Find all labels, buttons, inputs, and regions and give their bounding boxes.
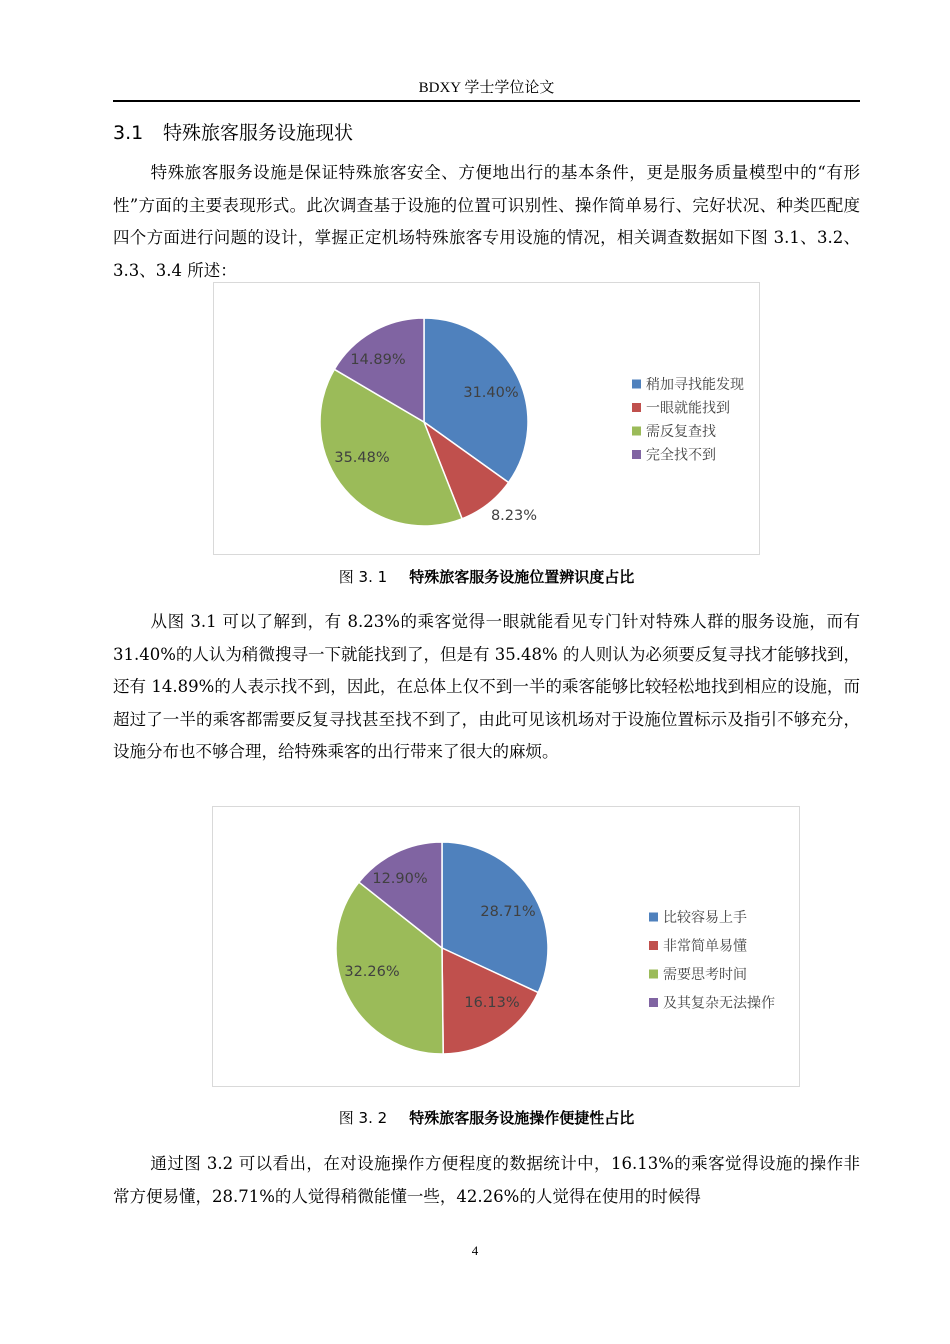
slice-data-label: 32.26% (344, 964, 400, 980)
section-number: 3.1 (113, 122, 144, 144)
legend-label: 一眼就能找到 (646, 400, 730, 417)
slice-data-label: 35.48% (334, 450, 390, 466)
legend-label: 需要思考时间 (663, 967, 747, 983)
figure-1-caption (113, 566, 860, 587)
legend-label: 非常简单易懂 (663, 938, 747, 955)
legend-swatch (632, 427, 641, 436)
legend-swatch (632, 380, 641, 389)
chart-figure-2 (212, 806, 800, 1087)
pie-chart-2 (213, 807, 799, 1086)
figure-2-title: 特殊旅客服务设施操作便捷性占比 (409, 1109, 635, 1127)
figure-2-number: 图 3. 2 (338, 1109, 388, 1127)
legend-swatch (649, 941, 658, 950)
legend-swatch (632, 450, 641, 459)
paragraph-2-text: 从图 3.1 可以了解到，有 8.23%的乘客觉得一眼就能看见专门针对特殊人群的服务设施，而有 31.40%的人认为稍微搜寻一下就能找到了，但是有 35.48% 的人则认为必须要反复寻找才能够找到，还有 14.89%的人表示找不到，因此，在总体上仅不到一半的乘客能够比较轻松地找到相应的设施，而超过了一半的乘客都需要反复寻找甚至找不到了，由此可见该机场对于设施位置标示及指引不够充分，设施分布也不够合理，给特殊乘客的出行带来了很大的麻烦。 (113, 612, 860, 761)
legend-swatch (649, 998, 658, 1007)
figure-1-number: 图 3. 1 (338, 568, 388, 586)
paragraph-1 (113, 157, 860, 287)
header-rule (113, 100, 860, 102)
section-heading (113, 118, 353, 145)
slice-data-label: 14.89% (350, 352, 406, 368)
page-number: 4 (471, 1243, 479, 1258)
slice-data-label: 12.90% (372, 871, 428, 887)
paragraph-3 (113, 1148, 860, 1213)
legend-swatch (649, 913, 658, 922)
slice-data-label: 16.13% (464, 995, 520, 1011)
page-header: BDXY 学士学位论文 (418, 80, 555, 96)
legend-label: 及其复杂无法操作 (663, 995, 775, 1012)
pie-chart-1 (214, 283, 759, 554)
section-title: 特殊旅客服务设施现状 (163, 122, 354, 144)
legend-label: 稍加寻找能发现 (646, 377, 744, 393)
figure-1-title: 特殊旅客服务设施位置辨识度占比 (409, 568, 635, 586)
legend-label: 完全找不到 (646, 447, 716, 464)
slice-data-label: 8.23% (490, 508, 538, 524)
paragraph-2 (113, 606, 860, 769)
slice-data-label: 31.40% (463, 385, 519, 401)
paragraph-3-text: 通过图 3.2 可以看出，在对设施操作方便程度的数据统计中，16.13%的乘客觉得设施的操作非常方便易懂，28.71%的人觉得稍微能懂一些，42.26%的人觉得在使用的时候得 (113, 1154, 860, 1206)
legend-swatch (649, 970, 658, 979)
legend-label: 需反复查找 (646, 424, 716, 440)
figure-2-caption (113, 1107, 860, 1128)
slice-data-label: 28.71% (480, 904, 536, 920)
chart-figure-1 (213, 282, 760, 555)
legend-label: 比较容易上手 (663, 910, 747, 926)
paragraph-1-text: 特殊旅客服务设施是保证特殊旅客安全、方便地出行的基本条件，更是服务质量模型中的“有形性”方面的主要表现形式。此次调查基于设施的位置可识别性、操作简单易行、完好状况、种类匹配度四个方面进行问题的设计，掌握正定机场特殊旅客专用设施的情况，相关调查数据如下图 3.1、3.2、3.3、3.4 所述： (113, 163, 860, 280)
legend-swatch (632, 403, 641, 412)
